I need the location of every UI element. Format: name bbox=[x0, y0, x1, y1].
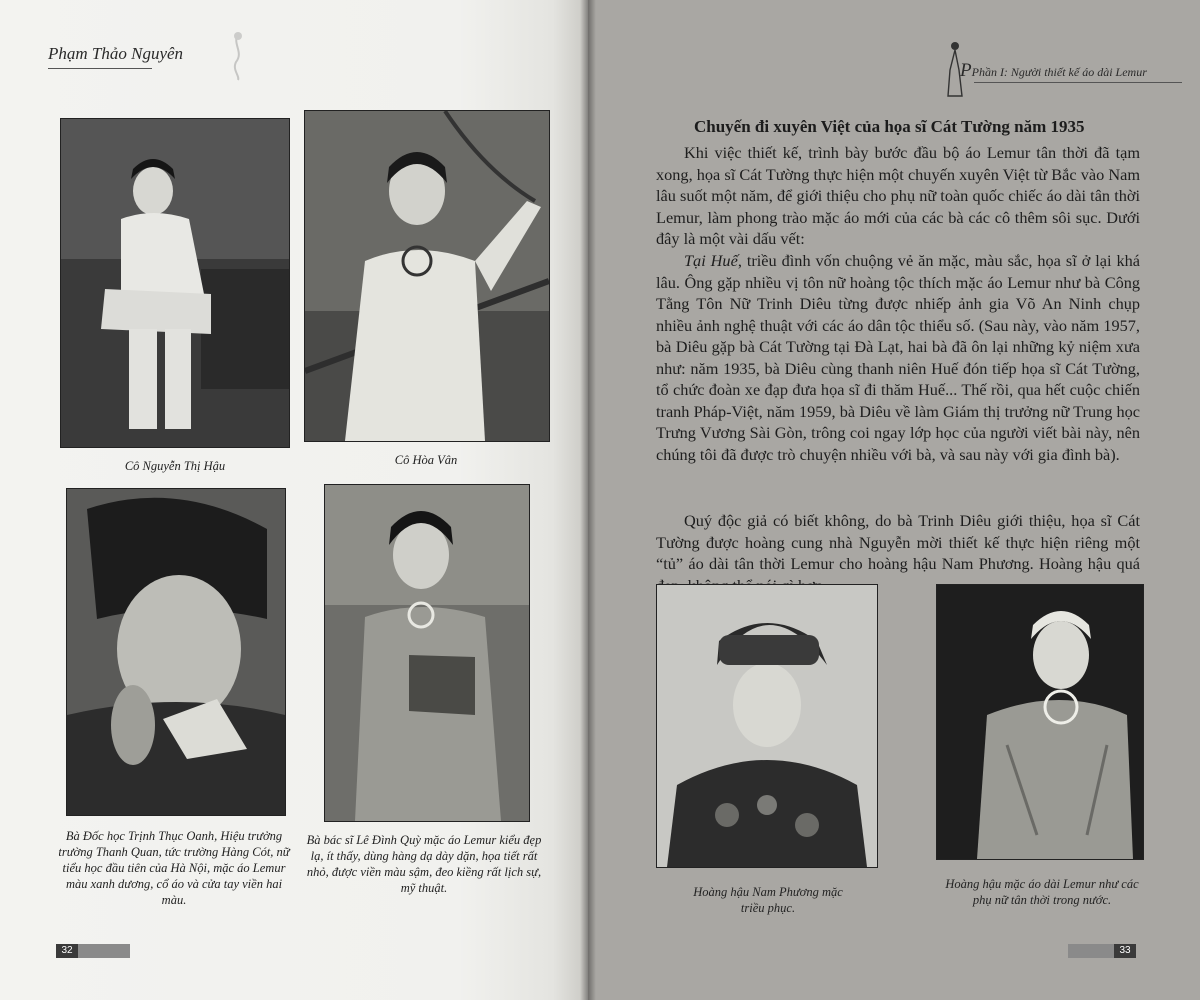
photo-hoa-van bbox=[304, 110, 550, 442]
photo-nam-phuong-court-dress bbox=[656, 584, 878, 868]
paragraph-2 bbox=[656, 250, 1140, 465]
right-page-bar bbox=[1068, 944, 1114, 958]
caption-photo-6: Hoàng hậu mặc áo dài Lemur như các phụ nữ tân thời trong nước. bbox=[945, 877, 1139, 907]
caption-photo-1: Cô Nguyễn Thị Hậu bbox=[124, 459, 226, 473]
caption-photo-4: Bà bác sĩ Lê Đình Quỳ mặc áo Lemur kiểu đẹp lạ, ít thấy, dùng hàng dạ dày dặn, họa tiết rất nhỏ, được viền màu sậm, đeo kiềng rất lịch sự, mỹ thuật. bbox=[306, 833, 542, 895]
paragraph-2-lead: Tại Huế bbox=[684, 251, 738, 270]
left-page-bar bbox=[78, 944, 130, 958]
photo-nam-phuong-lemur bbox=[936, 584, 1144, 860]
caption-photo-2: Cô Hòa Vân bbox=[394, 453, 458, 467]
caption-photo-3: Bà Đốc học Trịnh Thục Oanh, Hiệu trưởng trường Thanh Quan, tức trường Hàng Cót, nữ tiểu học đầu tiên của Hà Nội, mặc áo Lemur màu xanh dương, cổ áo và cửa tay viền hai màu. bbox=[58, 829, 290, 907]
running-head-rule bbox=[974, 82, 1182, 83]
caption-photo-5: Hoàng hậu Nam Phương mặc triều phục. bbox=[693, 885, 843, 915]
left-page bbox=[0, 0, 588, 1000]
photo-trinh-thuc-oanh bbox=[66, 488, 286, 816]
paragraph-3: Quý độc giả có biết không, do bà Trinh Diêu giới thiệu, họa sĩ Cát Tường được hoàng cung nhà Nguyễn mời thiết kế thực hiện riêng một “tủ” áo dài tân thời Lemur cho hoàng hậu Nam Phương. Hoàng hậu quá bbox=[656, 511, 1140, 573]
running-head-text: Phạm Thảo Nguyên bbox=[48, 44, 184, 63]
right-running-head bbox=[960, 60, 1147, 82]
paragraph-1: Khi việc thiết kế, trình bày bước đầu bộ áo Lemur tân thời đã tạm xong, họa sĩ Cát Tường thực hiện một chuyến xuyên Việt từ Bắc vào Nam lâu suốt một năm, để giới thiệu cho phụ nữ toàn quốc chiếc áo dài tân thời Lemur, làm phong trào mặc áo mới của các bà các cô thêm sôi sục. Dưới đây là một vài dấu vết: bbox=[656, 143, 1140, 248]
faded-logo-icon bbox=[222, 30, 254, 82]
photo-le-dinh-quy bbox=[324, 484, 530, 822]
left-page-number: 32 bbox=[56, 944, 78, 958]
paragraph-2-rest: , triều đình vốn chuộng vẻ ăn mặc, màu sắc, họa sĩ ở lại khá lâu. Ông gặp nhiều vị tôn nữ hoàng tộc thích mặc áo Lemur như bà Công Tằng Tôn Nữ Trinh Diêu từng được nhiếp ảnh gia Võ An Ninh chụp nhiều ảnh nghệ thuật với các áo dân tộc thiểu số. (Sau này, vào năm 1957, bà Diêu gặp bà Cát Tường tại Đà Lạt, hai bà đã ôn lại những kỷ niệm xưa như: năm 1935, bà Diêu cùng thanh niên Huế đón tiếp họa sĩ Cát Tường, tổ chức đoàn xe đạp đưa họa sĩ đi thăm Huế... Thế rồi, qua hết cuộc chiến tranh Pháp-Việt, năm 1959, bà Diêu về làm Giám thị trưởng nữ Trung học Trưng Vương Sài Gòn, trông coi ngay lớp học của người viết bài này, nên chúng tôi đã được trò chuyện nhiều với bà, và sau này với gia đình bà). bbox=[656, 251, 1140, 464]
left-running-head bbox=[48, 44, 183, 64]
article-title: Chuyến đi xuyên Việt của họa sĩ Cát Tường năm 1935 bbox=[694, 117, 1085, 136]
photo-nguyen-thi-hau bbox=[60, 118, 290, 448]
book-gutter bbox=[580, 0, 596, 1000]
running-head-rule bbox=[48, 68, 152, 69]
running-head-text: Phần I: Người thiết kế áo dài Lemur bbox=[971, 65, 1147, 79]
right-page-number: 33 bbox=[1114, 944, 1136, 958]
running-head-initial: P bbox=[960, 60, 972, 81]
